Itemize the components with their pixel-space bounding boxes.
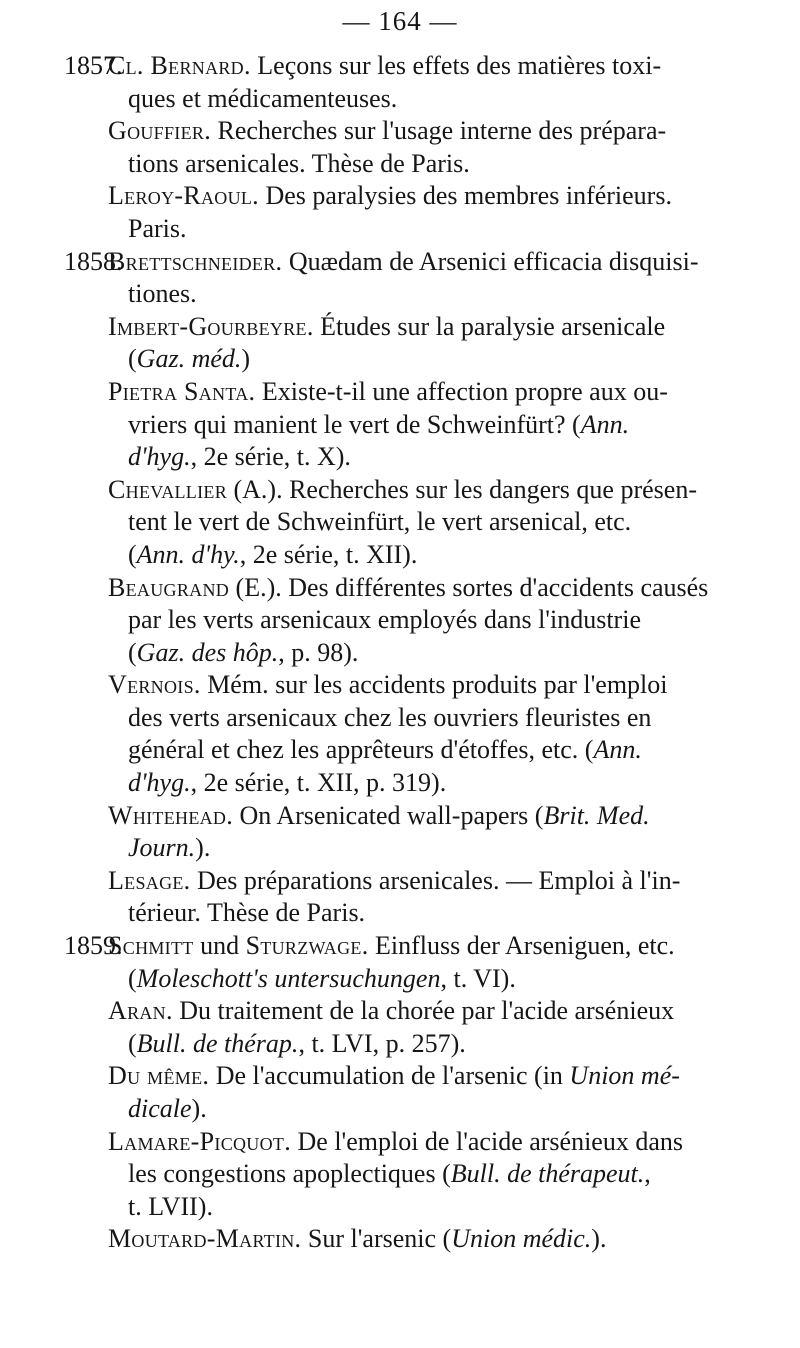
journal-ref: Ann. (580, 409, 630, 439)
author-name: Imbert-Gourbeyre. (108, 311, 314, 341)
author-name: Gouffier. (108, 116, 211, 146)
author-name: Chevallier (108, 474, 227, 504)
entry-pietra-santa (64, 376, 736, 474)
entry-text: De l'accumulation de l'arsenic (in (209, 1061, 570, 1091)
entry-brettschneider (64, 246, 736, 311)
entry-text: Des préparations arsenicales. — Emploi à l'in- (190, 865, 681, 895)
entry-line (108, 865, 736, 898)
entry-line: d'hyg., 2e série, t. XII, p. 319). (128, 768, 447, 798)
journal-ref: Gaz. des hôp. (136, 637, 279, 667)
entry-text: Des paralysies des membres inférieurs. (258, 181, 672, 211)
entry-chevallier (64, 474, 736, 572)
journal-ref: d'hyg. (128, 442, 191, 472)
entry-text: Du traitement de la chorée par l'acide arsénieux (172, 996, 675, 1026)
year-label: 1858. (64, 246, 123, 276)
journal-ref: Bull. de thérap. (136, 1028, 299, 1058)
entry-moutard-martin (64, 1223, 736, 1256)
journal-ref: Ann. (593, 735, 642, 765)
entry-text: Études sur la paralysie arsenicale (313, 311, 666, 341)
entry-text: On Arsenicated wall-papers ( (233, 800, 544, 830)
bibliography-list (64, 50, 736, 1256)
entry-line: Journ.). (128, 833, 211, 863)
entry-line (108, 50, 736, 83)
entry-text: Mém. sur les accidents produits par l'emploi (200, 670, 668, 700)
author-name: Sturzwage. (245, 931, 369, 961)
entry-line: térieur. Thèse de Paris. (128, 898, 366, 928)
entry-text: De l'emploi de l'acide arsénieux dans (291, 1126, 684, 1156)
journal-ref: Union mé- (569, 1061, 680, 1091)
author-name: Lesage. (108, 865, 191, 895)
entry-gouffier (64, 115, 736, 180)
author-name: Brettschneider. (108, 246, 283, 276)
author-name: Pietra Santa. (108, 376, 256, 406)
entry-line: (Moleschott's untersuchungen, t. VI). (128, 963, 516, 993)
entry-line: Moutard-Martin. Sur l'arsenic (Union médic.). (108, 1224, 607, 1254)
entry-line: général et chez les apprêteurs d'étoffes, etc. (Ann. (128, 735, 642, 765)
entry-line (108, 180, 736, 213)
page-number: — 164 — (342, 6, 458, 36)
entry-text: Sur l'arsenic ( (301, 1224, 452, 1254)
entry-bernard (64, 50, 736, 115)
entry-line: vriers qui manient le vert de Schweinfürt? (Ann. (128, 409, 630, 439)
entry-line: (Bull. de thérap., t. LVI, p. 257). (128, 1028, 466, 1058)
entry-line: (Ann. d'hy., 2e série, t. XII). (128, 539, 418, 569)
entry-whitehead (64, 800, 736, 865)
journal-ref: Bull. de thérapeut. (450, 1159, 645, 1189)
entry-line: d'hyg., 2e série, t. X). (128, 442, 351, 472)
entry-text: (E.). Des différentes sortes d'accidents causés (229, 572, 709, 602)
entry-line (108, 669, 736, 702)
entry-schmitt (64, 930, 736, 995)
entry-vernois (64, 669, 736, 799)
journal-ref: d'hyg. (128, 768, 191, 798)
entry-line (108, 115, 736, 148)
entry-imbert-gourbeyre (64, 311, 736, 376)
entry-line (108, 376, 736, 409)
author-name: Leroy-Raoul. (108, 181, 259, 211)
entry-line (108, 1060, 736, 1093)
entry-text: Recherches sur l'usage interne des prépara- (211, 116, 667, 146)
entry-line (108, 572, 736, 605)
entry-lesage (64, 865, 736, 930)
entry-line: dicale). (128, 1094, 207, 1123)
author-name: Aran. (108, 996, 173, 1026)
journal-ref: Ann. d'hy. (136, 539, 240, 569)
entry-lamare-picquot (64, 1126, 736, 1224)
author-name: Schmitt (108, 931, 194, 961)
entry-leroy-raoul (64, 180, 736, 245)
entry-line (108, 800, 736, 833)
author-name: Whitehead. (108, 800, 234, 830)
entry-line: des verts arsenicaux chez les ouvriers fleuristes en (128, 702, 652, 732)
journal-ref: Gaz. méd. (136, 344, 242, 374)
journal-ref: dicale (128, 1094, 192, 1123)
entry-text: Leçons sur les effets des matières toxi- (250, 51, 662, 80)
author-name: Du même. (108, 1061, 210, 1091)
author-name: Cl. Bernard. (108, 51, 251, 80)
author-name: Lamare-Picquot. (108, 1126, 291, 1156)
author-name: Beaugrand (108, 572, 230, 602)
entry-line: t. LVII). (128, 1191, 213, 1221)
entry-line: tent le vert de Schweinfürt, le vert arsenical, etc. (128, 507, 632, 537)
entry-text: Existe-t-il une affection propre aux ou- (255, 376, 668, 406)
entry-aran (64, 995, 736, 1060)
year-label: 1857. (64, 51, 123, 80)
entry-line: Schmitt und Sturzwage. Einfluss der Arseniguen, etc. (108, 931, 675, 961)
entry-line: les congestions apoplectiques (Bull. de thérapeut., (128, 1159, 651, 1189)
entry-line: tions arsenicales. Thèse de Paris. (128, 148, 470, 178)
entry-du-meme (64, 1060, 736, 1125)
entry-text: (A.). Recherches sur les dangers que présen- (227, 474, 697, 504)
entry-line (108, 995, 736, 1028)
entry-line (108, 474, 736, 507)
entry-text: Quædam de Arsenici efficacia disquisi- (282, 246, 699, 276)
entry-line (108, 246, 736, 279)
entry-line (108, 311, 736, 344)
author-name: Vernois. (108, 670, 201, 700)
entry-line: ques et médicamenteuses. (128, 83, 398, 113)
journal-ref: Union médic. (451, 1224, 592, 1254)
journal-ref: Moleschott's untersuchungen (136, 963, 441, 993)
entry-line: par les verts arsenicaux employés dans l'industrie (128, 605, 641, 635)
entry-line: tiones. (128, 279, 197, 309)
journal-ref: Journ. (128, 833, 196, 863)
entry-line: (Gaz. méd.) (128, 344, 251, 374)
entry-line: (Gaz. des hôp., p. 98). (128, 637, 359, 667)
entry-beaugrand (64, 572, 736, 670)
author-name: Moutard-Martin. (108, 1224, 302, 1254)
entry-line (108, 1126, 736, 1159)
entry-line: Paris. (128, 213, 187, 243)
year-label: 1859. (64, 931, 123, 961)
journal-ref: Brit. Med. (543, 800, 650, 830)
